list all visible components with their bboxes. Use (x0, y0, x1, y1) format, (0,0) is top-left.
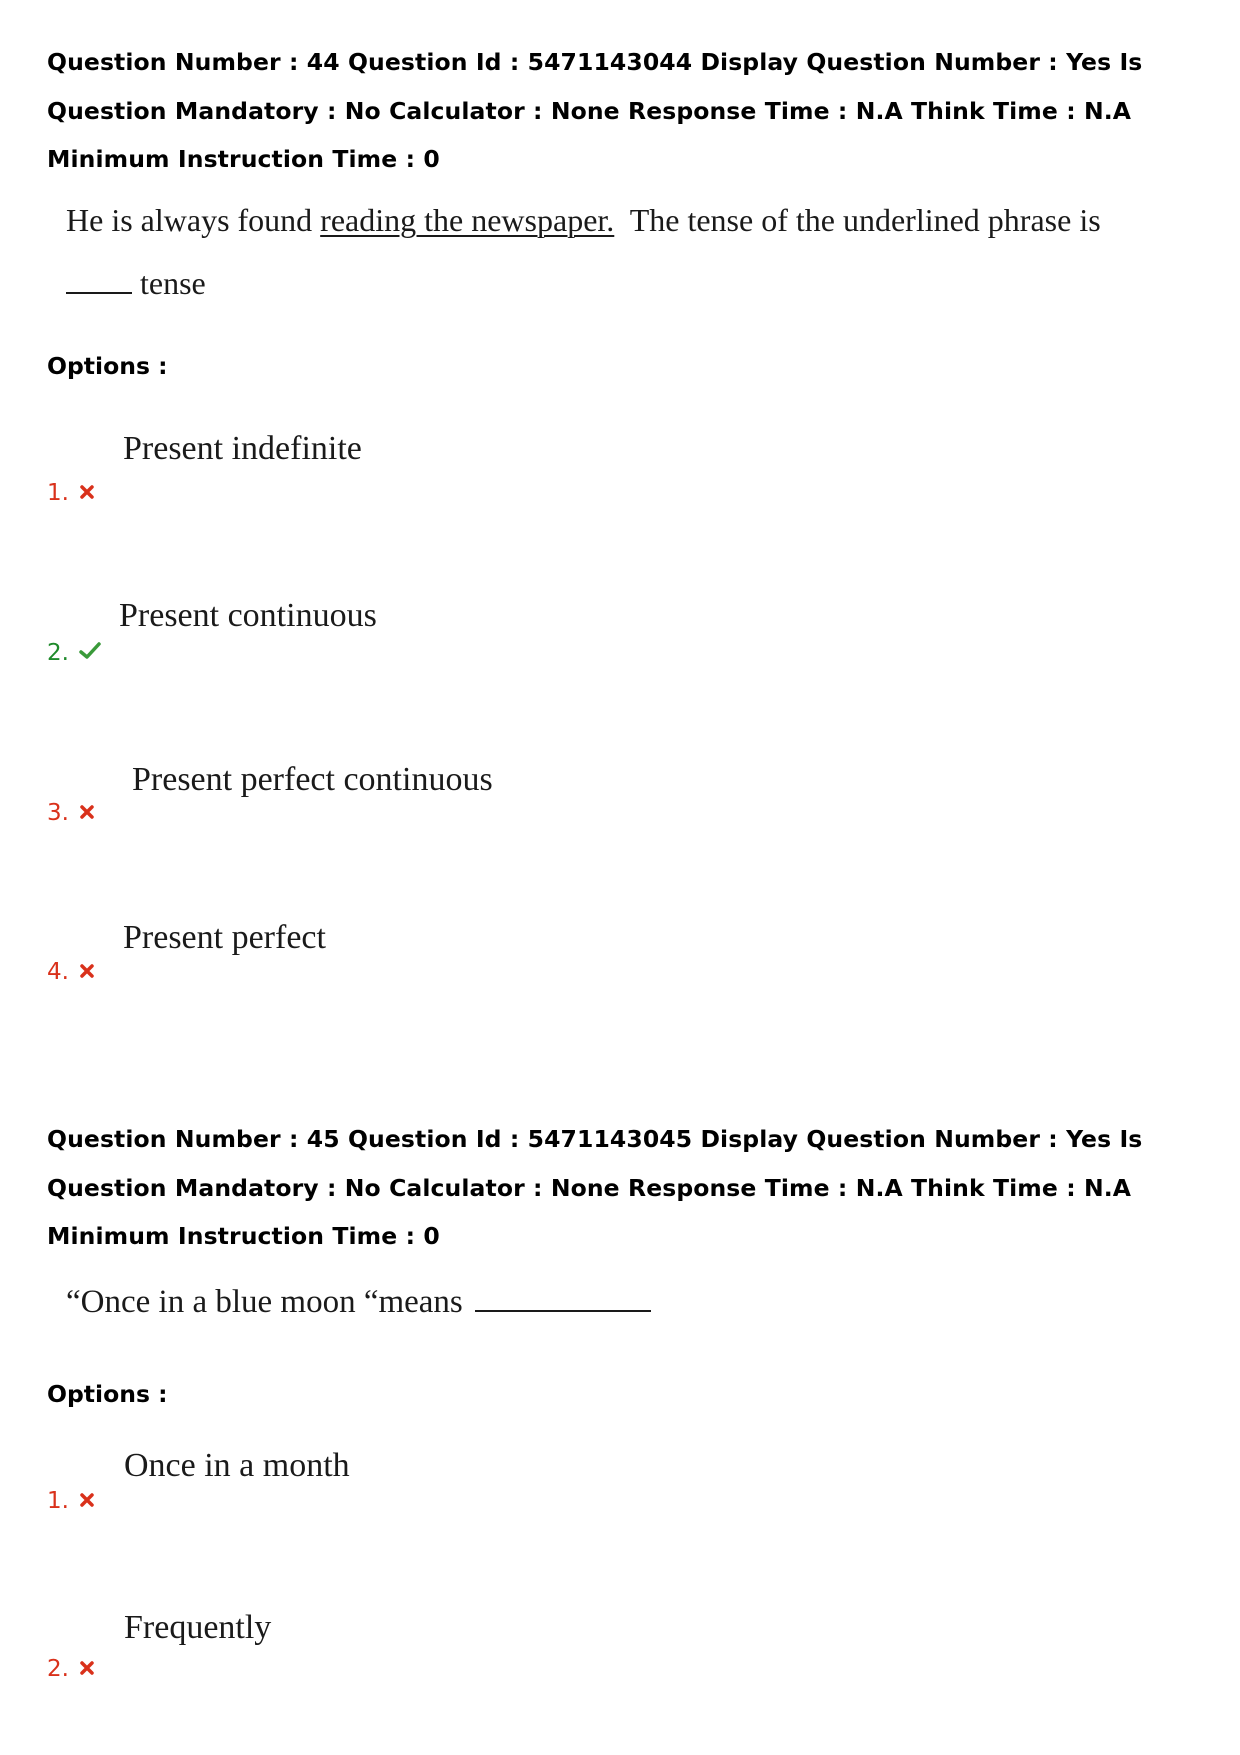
question-45-option-2-number (47, 1656, 95, 1682)
question-45-option-2-text: Frequently (124, 1609, 272, 1646)
cross-icon (79, 1488, 95, 1514)
question-45-stem: “Once in a blue moon “means (66, 1284, 463, 1320)
question-44-option-2-text: Present continuous (119, 597, 377, 634)
question-44-option-3-number (47, 800, 95, 826)
option-number: 2. (47, 640, 69, 666)
question-44-text-before: He is always found (66, 202, 321, 238)
question-45-options-label: Options : (47, 1380, 168, 1408)
question-45-option-1-text: Once in a month (124, 1447, 350, 1484)
option-number: 3. (47, 800, 69, 826)
cross-icon (79, 1656, 95, 1682)
question-44-options-label: Options : (47, 352, 168, 380)
question-44-option-4-number (47, 959, 95, 985)
question-44-tense-word: tense (140, 265, 206, 301)
answer-blank (475, 1309, 651, 1312)
question-44-option-2-number (47, 640, 101, 666)
question-44-meta: Question Number : 44 Question Id : 5471143044 Display Question Number : Yes Is Question Mandatory : No Calculator : None Response Time : N.A Think Time : N.A Minimum Instruction Time : 0 (47, 48, 1143, 173)
option-number: 1. (47, 480, 69, 506)
question-44-text (66, 202, 1101, 239)
option-number: 4. (47, 959, 69, 985)
cross-icon (79, 959, 95, 985)
cross-icon (79, 480, 95, 506)
question-44-text-line2 (66, 265, 206, 302)
option-number: 2. (47, 1656, 69, 1682)
question-45-option-1-number (47, 1488, 95, 1514)
cross-icon (79, 800, 95, 826)
question-44-option-1-number (47, 480, 95, 506)
option-number: 1. (47, 1488, 69, 1514)
question-45-meta: Question Number : 45 Question Id : 5471143045 Display Question Number : Yes Is Question Mandatory : No Calculator : None Response Time : N.A Think Time : N.A Minimum Instruction Time : 0 (47, 1125, 1143, 1250)
answer-blank (66, 291, 132, 294)
question-44-option-4-text: Present perfect (123, 919, 326, 956)
check-icon (79, 640, 101, 666)
question-44-text-after: The tense of the underlined phrase is (614, 202, 1101, 238)
question-44-option-3-text: Present perfect continuous (132, 761, 493, 798)
question-44-option-1-text: Present indefinite (123, 430, 362, 467)
question-45-text (66, 1284, 651, 1321)
question-44-underlined-phrase: reading the newspaper. (320, 202, 615, 238)
